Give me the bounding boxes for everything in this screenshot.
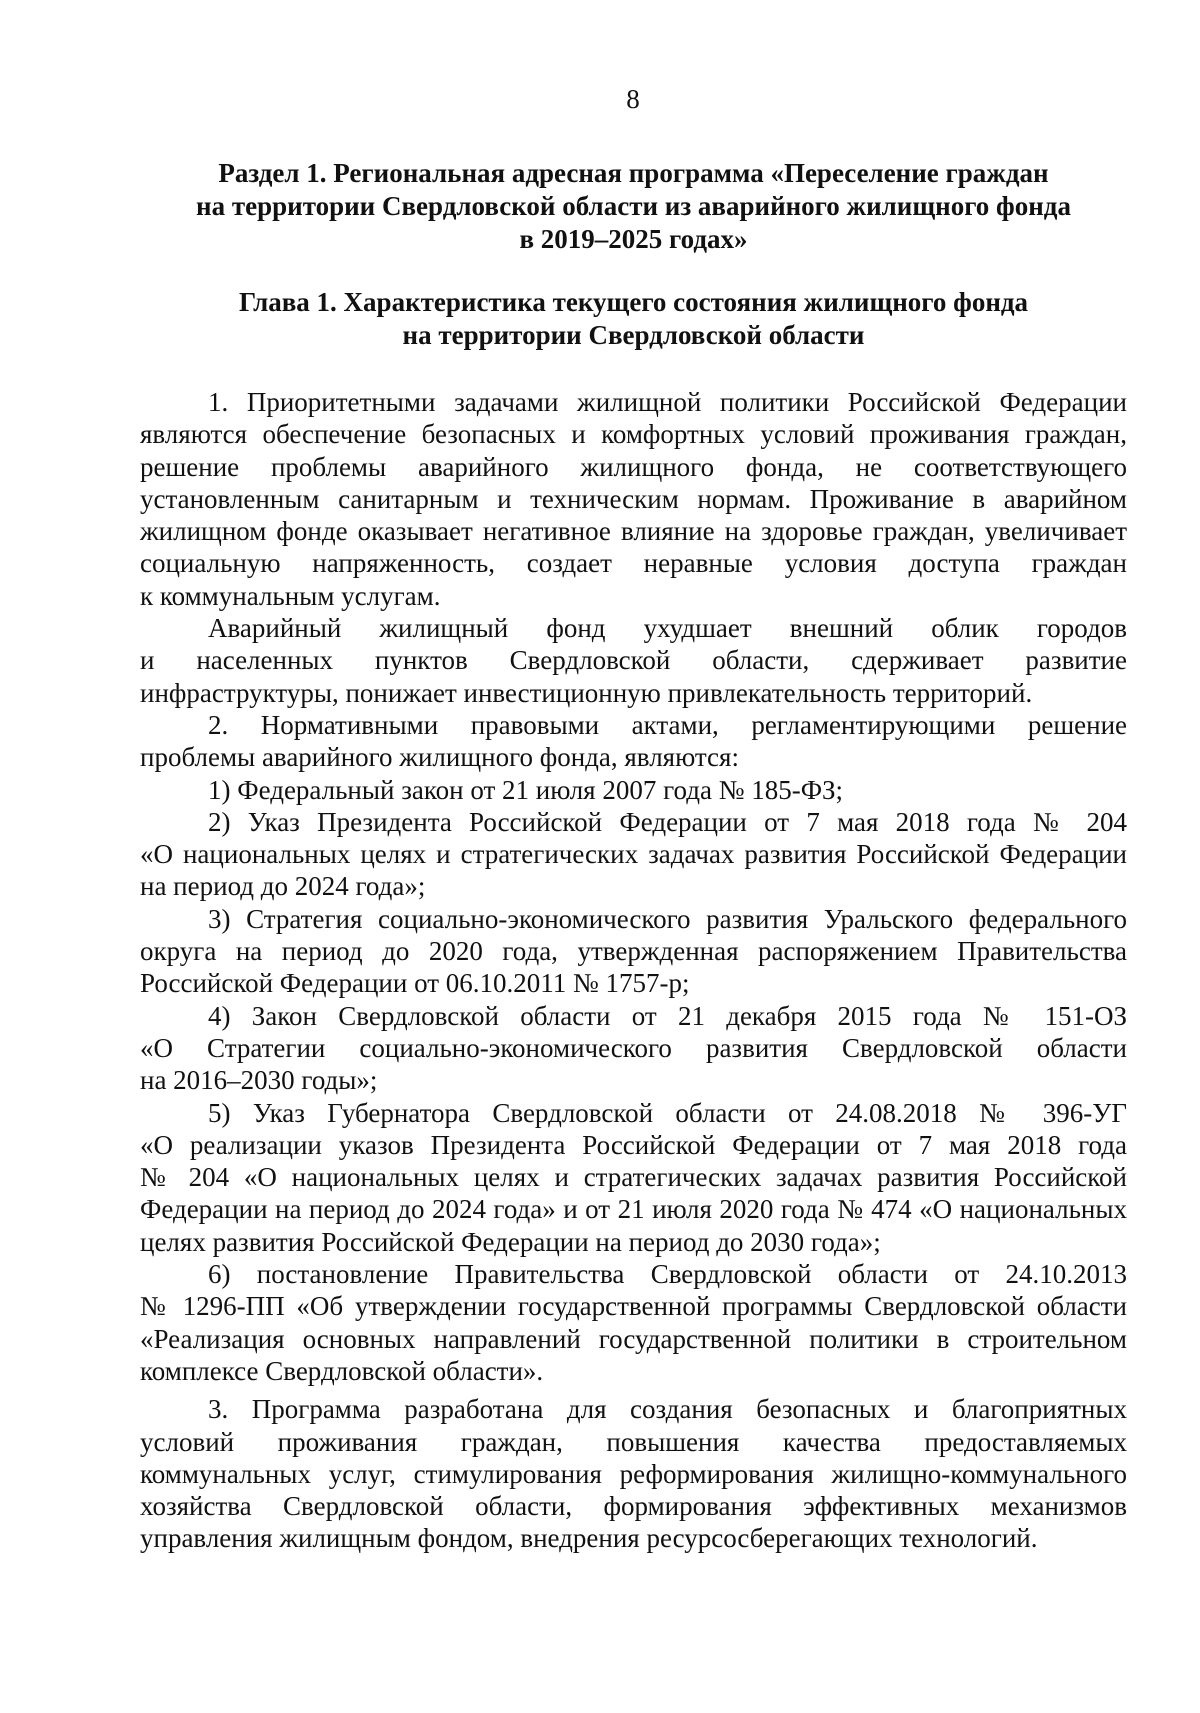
text-line: «О реализации указов Президента Российской Федерации от 7 мая 2018 года bbox=[140, 1129, 1127, 1160]
chapter-title-line: на территории Свердловской области bbox=[402, 320, 865, 350]
text-line: условий проживания граждан, повышения качества предоставляемых bbox=[140, 1426, 1127, 1457]
text-line: 3) Стратегия социально-экономического развития Уральского федерального bbox=[208, 903, 1127, 934]
text-line: 1. Приоритетными задачами жилищной политики Российской Федерации bbox=[208, 387, 1127, 417]
text-line: № 204 «О национальных целях и стратегических задачах развития Российской bbox=[140, 1162, 1127, 1193]
paragraph-1 bbox=[140, 386, 1127, 612]
text-line: 1) Федеральный закон от 21 июля 2007 года № 185-ФЗ; bbox=[208, 774, 844, 805]
list-item-4 bbox=[140, 1000, 1127, 1097]
page-number: 8 bbox=[626, 84, 640, 114]
text-line: к коммунальным услугам. bbox=[140, 580, 441, 611]
text-line: коммунальных услуг, стимулирования реформирования жилищно-коммунального bbox=[140, 1458, 1127, 1489]
text-line: Российской Федерации от 06.10.2011 № 1757-р; bbox=[140, 968, 690, 999]
list-item-5 bbox=[140, 1097, 1127, 1258]
text-line: «Реализация основных направлений государственной политики в строительном bbox=[140, 1323, 1127, 1354]
text-line: 4) Закон Свердловской области от 21 декабря 2015 года № 151-ОЗ bbox=[208, 1000, 1127, 1031]
text-line: 2. Нормативными правовыми актами, регламентирующими решение bbox=[208, 709, 1127, 740]
text-line: округа на период до 2020 года, утвержденная распоряжением Правительства bbox=[140, 936, 1127, 967]
text-line: комплексе Свердловской области». bbox=[140, 1355, 544, 1386]
text-line: хозяйства Свердловской области, формирования эффективных механизмов bbox=[140, 1491, 1127, 1522]
body-text bbox=[140, 386, 1127, 1555]
paragraph-4 bbox=[140, 1393, 1127, 1554]
text-line: Аварийный жилищный фонд ухудшает внешний облик городов bbox=[208, 613, 1127, 644]
section-title-line: в 2019–2025 годах» bbox=[519, 224, 748, 254]
text-line: решение проблемы аварийного жилищного фонда, не соответствующего bbox=[140, 451, 1127, 482]
text-line: на период до 2024 года»; bbox=[140, 871, 426, 902]
text-line: жилищном фонде оказывает негативное влияние на здоровье граждан, увеличивает bbox=[140, 516, 1127, 547]
text-line: социальную напряженность, создает неравные условия доступа граждан bbox=[140, 548, 1127, 579]
text-line: проблемы аварийного жилищного фонда, являются: bbox=[140, 742, 739, 773]
text-line: «О национальных целях и стратегических задачах развития Российской Федерации bbox=[140, 839, 1127, 870]
section-title bbox=[140, 157, 1127, 256]
chapter-title-line: Глава 1. Характеристика текущего состояния жилищного фонда bbox=[238, 287, 1029, 317]
text-line: «О Стратегии социально-экономического развития Свердловской области bbox=[140, 1032, 1127, 1063]
text-line: на 2016–2030 годы»; bbox=[140, 1065, 378, 1096]
text-line: Федерации на период до 2024 года» и от 21 июля 2020 года № 474 «О национальных bbox=[140, 1194, 1127, 1225]
text-line: 5) Указ Губернатора Свердловской области от 24.08.2018 № 396-УГ bbox=[208, 1097, 1127, 1128]
paragraph-2 bbox=[140, 612, 1127, 709]
chapter-title bbox=[140, 286, 1127, 352]
text-line: и населенных пунктов Свердловской области, сдерживает развитие bbox=[140, 645, 1127, 676]
section-title-line: на территории Свердловской области из аварийного жилищного фонда bbox=[196, 191, 1071, 221]
text-line: 3. Программа разработана для создания безопасных и благоприятных bbox=[208, 1394, 1127, 1425]
list-item-3 bbox=[140, 903, 1127, 1000]
text-line: № 1296-ПП «Об утверждении государственной программы Свердловской области bbox=[140, 1291, 1127, 1322]
text-line: управления жилищным фондом, внедрения ресурсосберегающих технологий. bbox=[140, 1523, 1038, 1554]
list-item-6 bbox=[140, 1258, 1127, 1387]
section-title-line: Раздел 1. Региональная адресная программа «Переселение граждан bbox=[218, 158, 1049, 188]
text-line: целях развития Российской Федерации на период до 2030 года»; bbox=[140, 1226, 881, 1257]
list-item-2 bbox=[140, 806, 1127, 903]
list-item-1 bbox=[140, 774, 1127, 806]
text-line: установленным санитарным и техническим нормам. Проживание в аварийном bbox=[140, 483, 1127, 514]
paragraph-3 bbox=[140, 709, 1127, 774]
text-line: инфраструктуры, понижает инвестиционную привлекательность территорий. bbox=[140, 677, 1033, 708]
text-line: являются обеспечение безопасных и комфортных условий проживания граждан, bbox=[140, 419, 1127, 450]
text-line: 6) постановление Правительства Свердловской области от 24.10.2013 bbox=[208, 1259, 1127, 1290]
text-line: 2) Указ Президента Российской Федерации от 7 мая 2018 года № 204 bbox=[208, 806, 1127, 837]
